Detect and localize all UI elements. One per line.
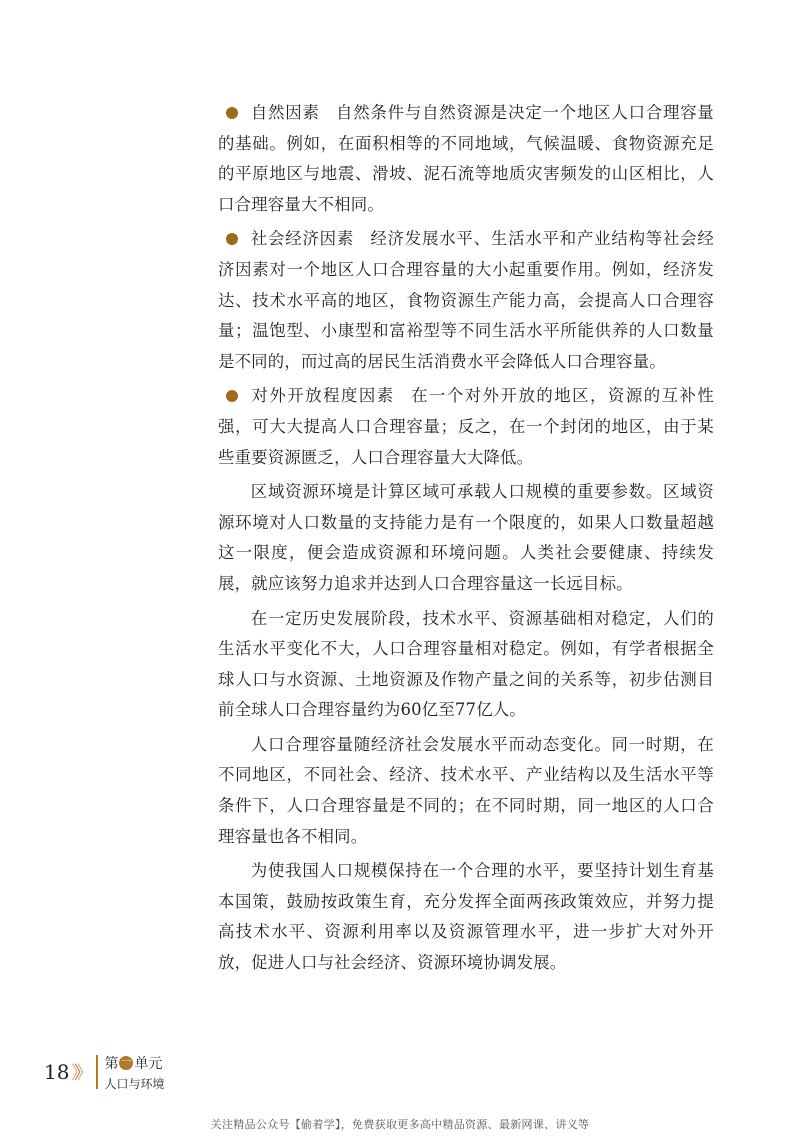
paragraph-text: 在一个对外开放的地区，资源的互补性强，可大大提高人口合理容量；反之，在一个封闭的地区，由于某些重要资源匮乏，人口合理容量大大降低。 bbox=[218, 386, 714, 467]
watermark-text: 关注精品公众号【偷着学】，免费获取更多高中精品资源、最新网课、讲义等 bbox=[210, 1118, 590, 1131]
main-content bbox=[218, 98, 714, 983]
paragraph-regional-resources: 区域资源环境是计算区域可承载人口规模的重要参数。区域资源环境对人口数量的支持能力是有一个限度的，如果人口数量超越这一限度，便会造成资源和环境问题。人类社会要健康、持续发展，就应该努力追求并达到人口合理容量这一长远目标。 bbox=[218, 482, 714, 593]
paragraph-historical-stage: 在一定历史发展阶段，技术水平、资源基础相对稳定，人们的生活水平变化不大，人口合理容量相对稳定。例如，有学者根据全球人口与水资源、土地资源及作物产量之间的关系等，初步估测目前全球人口合理容量约为60亿至77亿人。 bbox=[218, 608, 714, 720]
page-footer bbox=[44, 1052, 164, 1092]
paragraph-socioeconomic-factors bbox=[218, 224, 714, 377]
unit-subtitle: 人口与环境 bbox=[104, 1076, 165, 1091]
unit-label bbox=[104, 1053, 164, 1092]
term-heading: 社会经济因素 bbox=[250, 229, 355, 249]
double-chevron-right-icon: 》》 bbox=[71, 1063, 87, 1084]
unit-title: 第 一 单元 bbox=[104, 1055, 163, 1072]
term-heading: 自然因素 bbox=[250, 103, 320, 122]
paragraph-dynamic-change: 人口合理容量随经济社会发展水平而动态变化。同一时期，在不同地区，不同社会、经济、技术水平、产业结构以及生活水平等条件下，人口合理容量是不同的；在不同时期，同一地区的人口合理容量也各不相同。 bbox=[218, 734, 714, 846]
paragraph-china-policy: 为使我国人口规模保持在一个合理的水平，要坚持计划生育基本国策，鼓励按政策生育，充分发挥全面两孩政策效应，并努力提高技术水平、资源利用率以及资源管理水平，进一步扩大对外开放，促进人口与社会经济、资源环境协调发展。 bbox=[218, 861, 714, 973]
paragraph-natural-factors bbox=[218, 98, 714, 220]
paragraph-text: 自然条件与自然资源是决定一个地区人口合理容量的基础。例如，在面积相等的不同地域，气候温暖、食物资源充足的平原地区与地震、滑坡、泥石流等地质灾害频发的山区相比，人口合理容量大不相同。 bbox=[218, 103, 714, 214]
term-heading: 对外开放程度因素 bbox=[250, 386, 395, 406]
paragraph-text: 经济发展水平、生活水平和产业结构等社会经济因素对一个地区人口合理容量的大小起重要作用。例如，经济发达、技术水平高的地区，食物资源生产能力高，会提高人口合理容量；温饱型、小康型和富裕型等不同生活水平所能供养的人口数量是不同的，而过高的居民生活消费水平会降低人口合理容量。 bbox=[218, 229, 715, 371]
unit-number-badge: 一 bbox=[121, 1056, 132, 1068]
paragraph-openness-factors bbox=[218, 381, 714, 473]
unit-divider bbox=[96, 1055, 98, 1089]
page-number: 18 bbox=[44, 1060, 70, 1084]
